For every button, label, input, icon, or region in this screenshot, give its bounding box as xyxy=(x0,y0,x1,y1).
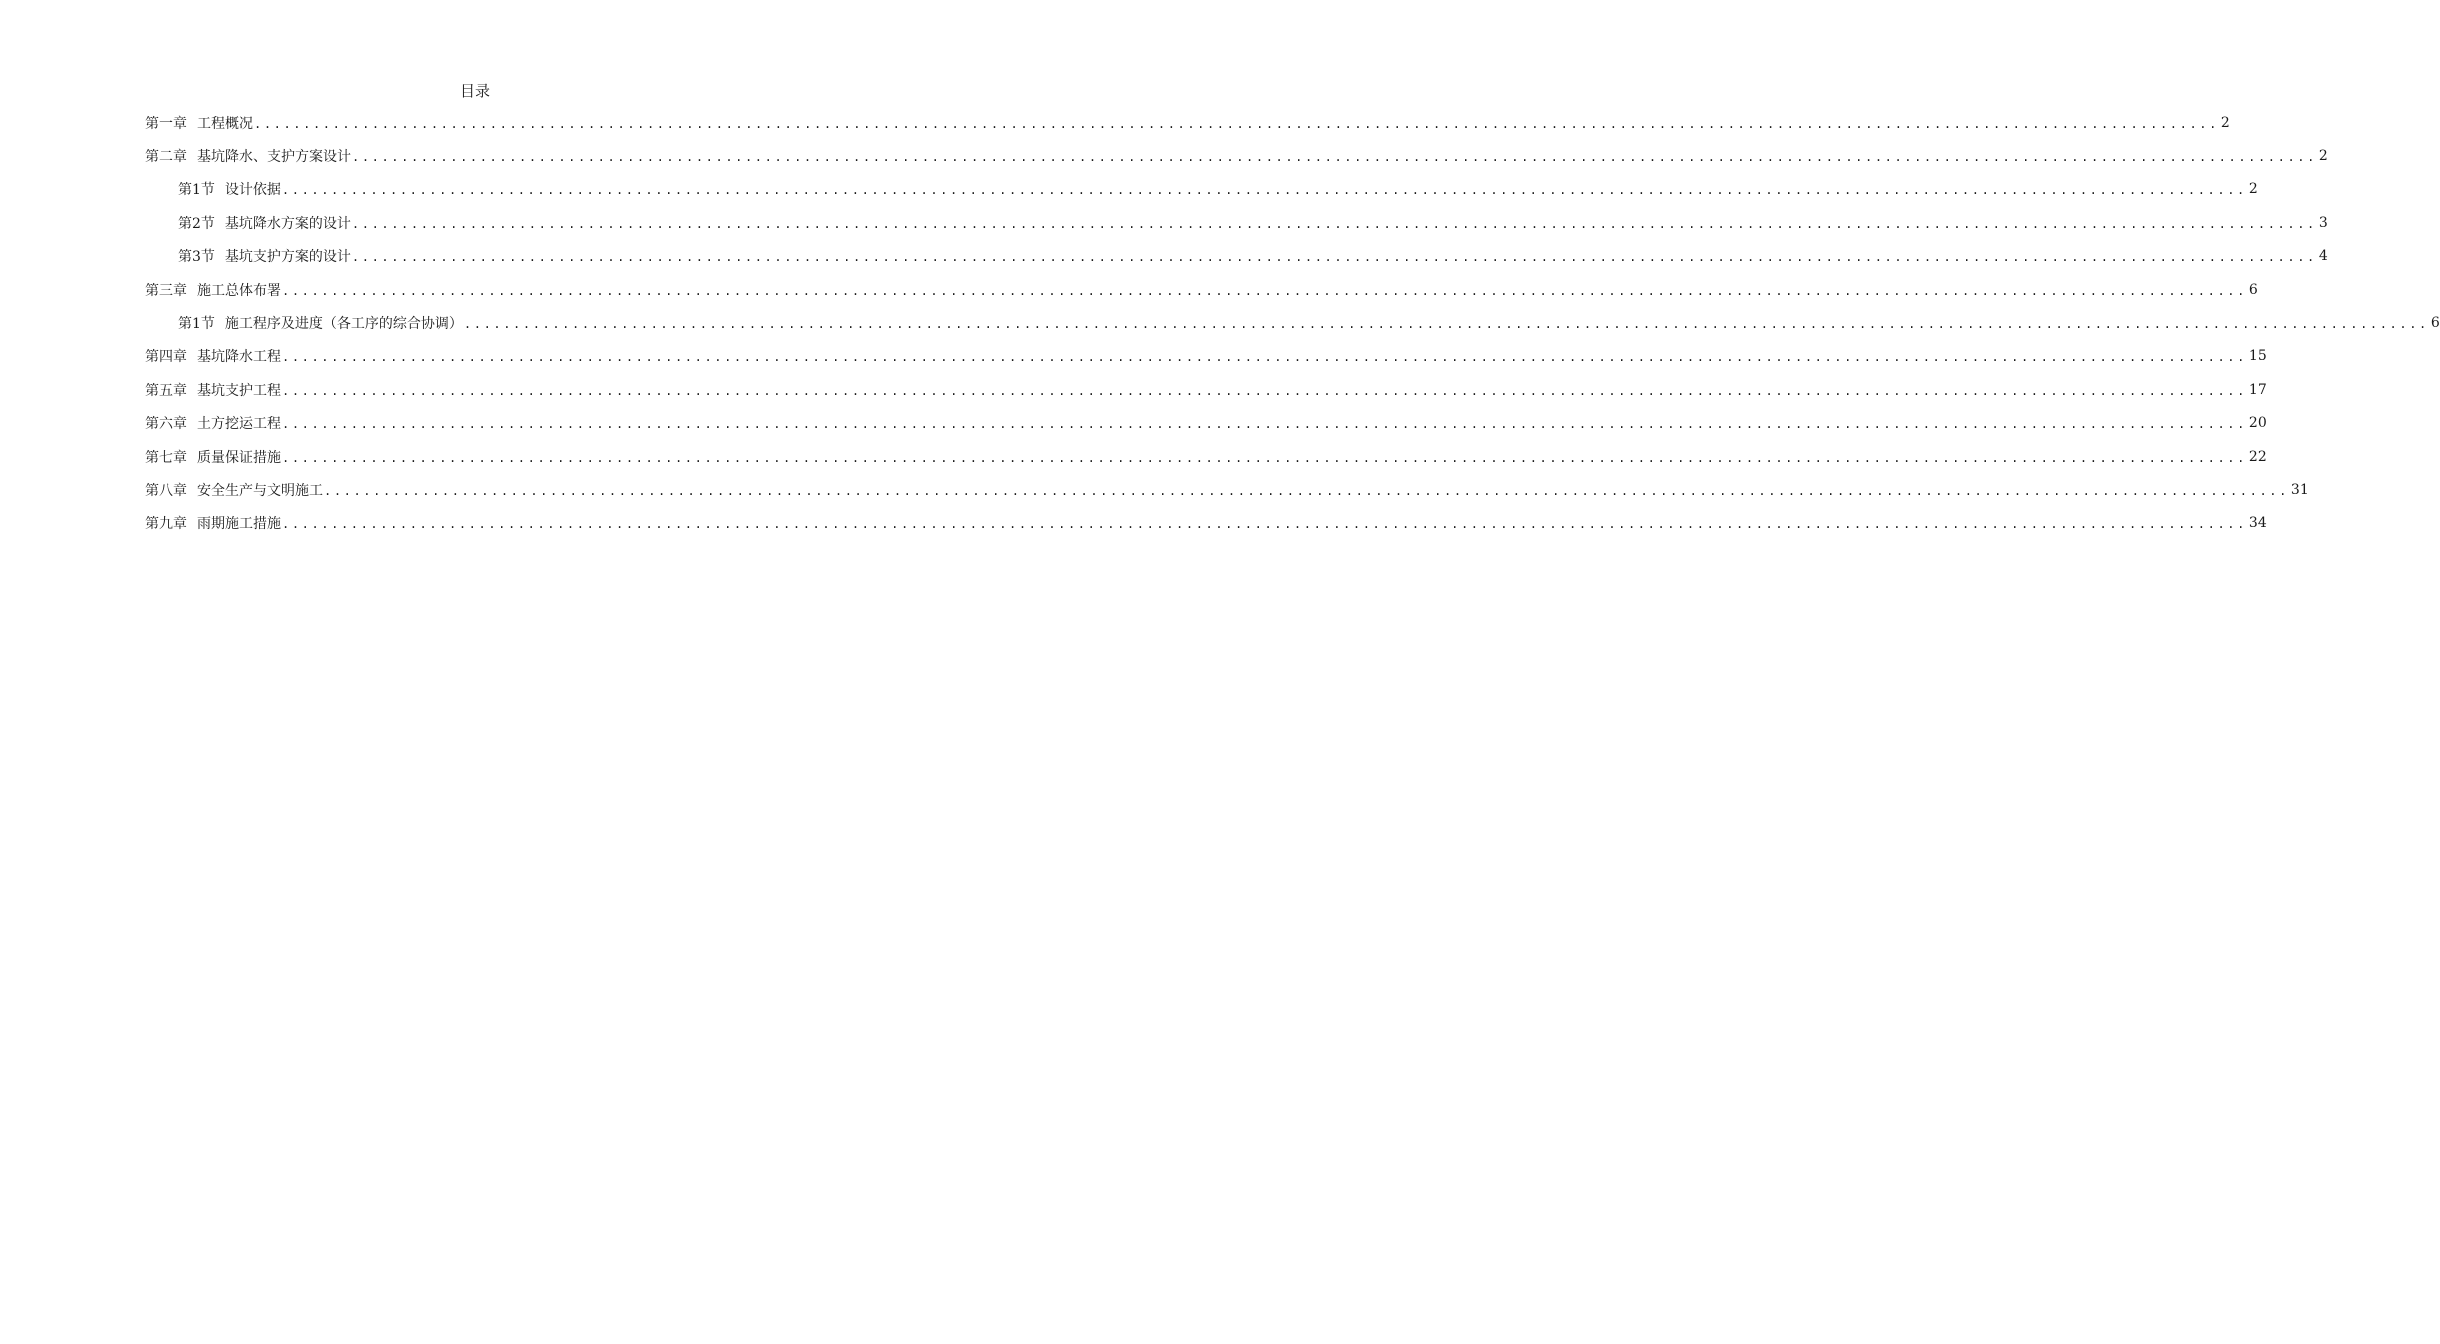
toc-entry-label: 第八章 xyxy=(145,482,187,499)
toc-entry-page: 2 xyxy=(2318,148,2328,165)
toc-entry[interactable] xyxy=(145,440,2267,473)
toc-entry-page: 3 xyxy=(2318,214,2328,231)
toc-entry-label: 第1节 xyxy=(178,316,215,333)
toc-entry-title: 基坑支护工程 xyxy=(197,382,281,399)
toc-entry-title: 基坑降水方案的设计 xyxy=(224,215,351,232)
dot-leader: ........................................................................................................................................................................................................ xyxy=(351,250,2317,265)
toc-entry-title: 基坑降水工程 xyxy=(197,349,281,366)
toc-entry-title: 安全生产与文明施工 xyxy=(197,482,323,499)
toc-entry-page: 31 xyxy=(2290,481,2309,498)
toc-entry[interactable] xyxy=(145,340,2267,373)
toc-entry-page: 6 xyxy=(2248,281,2258,298)
toc-entry-label: 第一章 xyxy=(145,115,187,132)
toc-entry[interactable] xyxy=(145,507,2267,540)
dot-leader: ........................................................................................................................................................................................................ xyxy=(282,383,2247,398)
toc-entry[interactable] xyxy=(145,306,2440,339)
dot-leader: ........................................................................................................................................................................................................ xyxy=(324,483,2289,498)
toc-entry[interactable] xyxy=(145,173,2258,206)
toc-entry-title: 设计依据 xyxy=(224,182,281,199)
toc-entry-label: 第三章 xyxy=(145,282,187,299)
toc-entry-page: 4 xyxy=(2318,248,2328,265)
toc-entry[interactable] xyxy=(145,206,2328,239)
dot-leader: ........................................................................................................................................................................................................ xyxy=(254,116,2219,131)
dot-leader: ........................................................................................................................................................................................................ xyxy=(281,183,2247,198)
toc-entry[interactable] xyxy=(145,106,2230,139)
toc-entry-label: 第九章 xyxy=(145,516,187,533)
toc-entry-label: 第四章 xyxy=(145,349,187,366)
dot-leader: ........................................................................................................................................................................................................ xyxy=(463,317,2429,332)
toc-entry-label: 第3节 xyxy=(178,249,215,266)
dot-leader: ........................................................................................................................................................................................................ xyxy=(282,417,2247,432)
toc-entry-title: 工程概况 xyxy=(197,115,253,132)
toc-entry-page: 17 xyxy=(2248,381,2267,398)
toc-entry-title: 基坑降水、支护方案设计 xyxy=(197,149,351,166)
toc-entry-label: 第二章 xyxy=(145,149,187,166)
toc-entry-title: 基坑支护方案的设计 xyxy=(224,249,351,266)
dot-leader: ........................................................................................................................................................................................................ xyxy=(282,450,2247,465)
toc-entry-page: 22 xyxy=(2248,448,2267,465)
toc-entry-label: 第1节 xyxy=(178,182,215,199)
toc-entry-label: 第2节 xyxy=(178,215,215,232)
toc-entry-title: 质量保证措施 xyxy=(197,449,281,466)
table-of-contents xyxy=(145,106,2440,540)
toc-entry-title: 雨期施工措施 xyxy=(197,516,281,533)
dot-leader: ........................................................................................................................................................................................................ xyxy=(282,283,2247,298)
toc-entry[interactable] xyxy=(145,373,2267,406)
dot-leader: ........................................................................................................................................................................................................ xyxy=(282,350,2247,365)
toc-entry-label: 第七章 xyxy=(145,449,187,466)
dot-leader: ........................................................................................................................................................................................................ xyxy=(351,216,2317,231)
toc-entry-label: 第六章 xyxy=(145,416,187,433)
toc-entry-page: 34 xyxy=(2248,515,2267,532)
toc-entry-page: 2 xyxy=(2220,114,2230,131)
toc-entry[interactable] xyxy=(145,473,2309,506)
toc-entry-title: 土方挖运工程 xyxy=(197,416,281,433)
toc-entry[interactable] xyxy=(145,407,2267,440)
toc-entry-title: 施工程序及进度（各工序的综合协调） xyxy=(224,316,463,333)
toc-entry-page: 20 xyxy=(2248,415,2267,432)
dot-leader: ........................................................................................................................................................................................................ xyxy=(352,150,2317,165)
toc-entry-page: 6 xyxy=(2430,315,2440,332)
toc-entry-title: 施工总体布署 xyxy=(197,282,281,299)
dot-leader: ........................................................................................................................................................................................................ xyxy=(282,517,2247,532)
toc-entry-page: 2 xyxy=(2248,181,2258,198)
toc-entry[interactable] xyxy=(145,139,2328,172)
toc-entry-page: 15 xyxy=(2248,348,2267,365)
toc-entry[interactable] xyxy=(145,273,2258,306)
toc-entry-label: 第五章 xyxy=(145,382,187,399)
toc-title: 目录 xyxy=(459,82,490,100)
toc-entry[interactable] xyxy=(145,240,2328,273)
